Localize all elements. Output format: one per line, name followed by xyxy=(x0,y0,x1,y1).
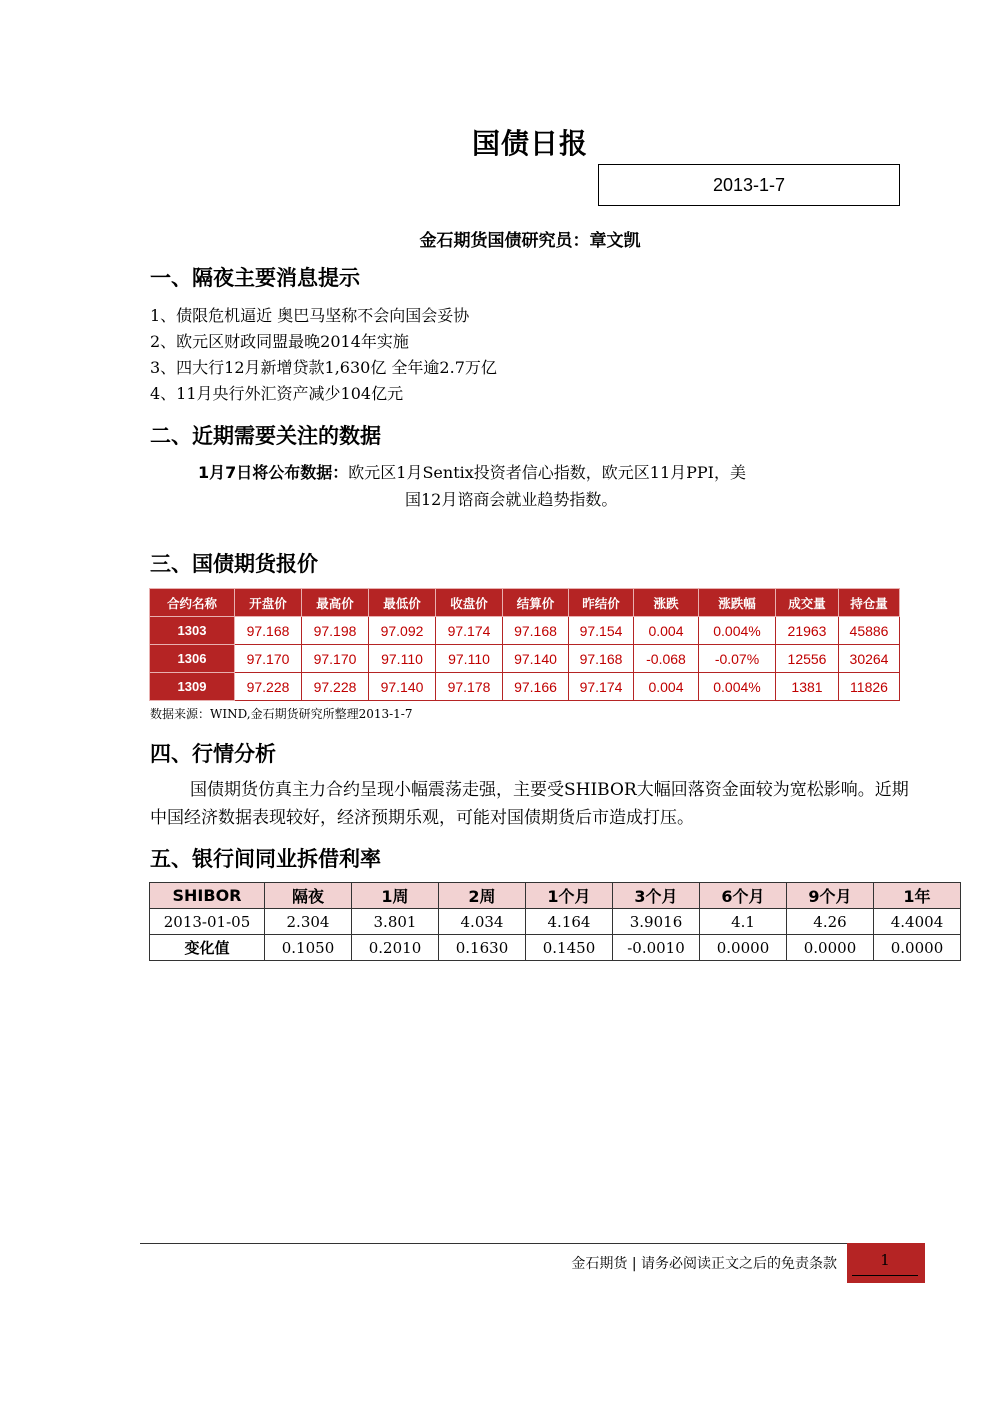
quote-cell: 97.174 xyxy=(569,673,634,701)
quote-cell: -0.068 xyxy=(634,645,699,673)
footer-disclaimer: 金石期货 | 请务必阅读正文之后的免责条款 xyxy=(571,1256,837,1272)
shibor-cell: 0.0000 xyxy=(874,935,961,961)
shibor-row xyxy=(150,935,961,961)
quote-header-cell: 收盘价 xyxy=(436,589,503,617)
upcoming-line-2: 国12月谘商会就业趋势指数。 xyxy=(405,490,618,509)
quote-cell: 0.004 xyxy=(634,617,699,645)
report-title: 国债日报 xyxy=(471,127,588,160)
shibor-cell: 3.9016 xyxy=(613,909,700,935)
quote-header-cell: 成交量 xyxy=(776,589,839,617)
quote-cell: 0.004 xyxy=(634,673,699,701)
quote-cell: 45886 xyxy=(839,617,900,645)
shibor-cell: 4.4004 xyxy=(874,909,961,935)
shibor-row xyxy=(150,909,961,935)
shibor-cell: 4.1 xyxy=(700,909,787,935)
news-item: 1、债限危机逼近 奥巴马坚称不会向国会妥协 xyxy=(150,306,470,325)
futures-quote-table xyxy=(149,588,900,701)
quote-contract-cell: 1309 xyxy=(150,673,235,701)
quote-cell: 97.198 xyxy=(302,617,369,645)
quote-cell: 12556 xyxy=(776,645,839,673)
shibor-cell: 2.304 xyxy=(265,909,352,935)
quote-row xyxy=(150,645,900,673)
quote-header-cell: 结算价 xyxy=(503,589,569,617)
quote-cell: 97.154 xyxy=(569,617,634,645)
shibor-header-cell: 9个月 xyxy=(787,883,874,909)
shibor-header-row xyxy=(150,883,961,909)
section-heading-shibor: 五、银行间同业拆借利率 xyxy=(150,847,381,871)
shibor-cell: -0.0010 xyxy=(613,935,700,961)
report-author: 金石期货国债研究员：章文凯 xyxy=(419,231,641,251)
quote-header-cell: 涨跌 xyxy=(634,589,699,617)
quote-cell: 97.228 xyxy=(302,673,369,701)
quote-cell: 97.166 xyxy=(503,673,569,701)
quote-cell: 97.110 xyxy=(369,645,436,673)
shibor-header-cell: 3个月 xyxy=(613,883,700,909)
shibor-table xyxy=(149,882,961,961)
news-list xyxy=(150,303,497,407)
quote-cell: 30264 xyxy=(839,645,900,673)
quote-contract-cell: 1306 xyxy=(150,645,235,673)
market-analysis-paragraph: 国债期货仿真主力合约呈现小幅震荡走强，主要受SHIBOR大幅回落资金面较为宽松影响。近期中国经济数据表现较好，经济预期乐观，可能对国债期货后市造成打压。 xyxy=(150,780,909,828)
news-item: 3、四大行12月新增贷款1,630亿 全年逾2.7万亿 xyxy=(150,358,497,377)
data-source-note: 数据来源：WIND,金石期货研究所整理2013-1-7 xyxy=(150,707,413,721)
report-date-box xyxy=(598,164,900,206)
quote-cell: 97.170 xyxy=(235,645,302,673)
quote-header-cell: 最高价 xyxy=(302,589,369,617)
quote-cell: 21963 xyxy=(776,617,839,645)
shibor-header-cell: 隔夜 xyxy=(265,883,352,909)
upcoming-line-1: 欧元区1月Sentix投资者信心指数，欧元区11月PPI，美 xyxy=(348,463,746,482)
quote-cell: 97.140 xyxy=(503,645,569,673)
shibor-header-cell: 1年 xyxy=(874,883,961,909)
shibor-cell: 4.164 xyxy=(526,909,613,935)
quote-cell: 97.174 xyxy=(436,617,503,645)
quote-cell: -0.07% xyxy=(699,645,776,673)
upcoming-data xyxy=(198,459,918,513)
page-number: 1 xyxy=(880,1251,890,1269)
quote-header-cell: 开盘价 xyxy=(235,589,302,617)
quote-cell: 97.178 xyxy=(436,673,503,701)
news-item: 4、11月央行外汇资产减少104亿元 xyxy=(150,384,404,403)
shibor-date-cell: 2013-01-05 xyxy=(150,909,265,935)
shibor-cell: 0.0000 xyxy=(787,935,874,961)
shibor-header-cell: 6个月 xyxy=(700,883,787,909)
section-heading-news: 一、隔夜主要消息提示 xyxy=(150,266,360,290)
quote-cell: 97.092 xyxy=(369,617,436,645)
shibor-header-cell: 1个月 xyxy=(526,883,613,909)
section-heading-quotes: 三、国债期货报价 xyxy=(150,552,318,576)
report-date: 2013-1-7 xyxy=(712,175,786,195)
news-item: 2、欧元区财政同盟最晚2014年实施 xyxy=(150,332,409,351)
shibor-cell: 4.26 xyxy=(787,909,874,935)
section-heading-analysis: 四、行情分析 xyxy=(150,742,276,766)
section-heading-upcoming: 二、近期需要关注的数据 xyxy=(150,424,381,448)
quote-header-cell: 昨结价 xyxy=(569,589,634,617)
shibor-header-cell: 1周 xyxy=(352,883,439,909)
quote-cell: 0.004% xyxy=(699,617,776,645)
quote-cell: 97.110 xyxy=(436,645,503,673)
quote-row xyxy=(150,617,900,645)
quote-header-cell: 持仓量 xyxy=(839,589,900,617)
shibor-header-cell: 2周 xyxy=(439,883,526,909)
upcoming-lead: 1月7日将公布数据： xyxy=(198,463,349,482)
quote-header-cell: 合约名称 xyxy=(150,589,235,617)
quote-cell: 97.168 xyxy=(235,617,302,645)
quote-cell: 97.168 xyxy=(569,645,634,673)
quote-header-cell: 涨跌幅 xyxy=(699,589,776,617)
quote-cell: 97.140 xyxy=(369,673,436,701)
shibor-cell: 0.0000 xyxy=(700,935,787,961)
quote-cell: 11826 xyxy=(839,673,900,701)
quote-cell: 97.170 xyxy=(302,645,369,673)
quote-cell: 1381 xyxy=(776,673,839,701)
shibor-cell: 3.801 xyxy=(352,909,439,935)
footer-divider xyxy=(140,1243,848,1244)
shibor-header-cell: SHIBOR xyxy=(150,883,265,909)
shibor-cell: 4.034 xyxy=(439,909,526,935)
shibor-cell: 0.1450 xyxy=(526,935,613,961)
shibor-cell: 0.2010 xyxy=(352,935,439,961)
quote-cell: 97.168 xyxy=(503,617,569,645)
shibor-cell: 0.1050 xyxy=(265,935,352,961)
quote-cell: 97.228 xyxy=(235,673,302,701)
page-number-underline xyxy=(852,1275,918,1276)
quote-cell: 0.004% xyxy=(699,673,776,701)
quote-contract-cell: 1303 xyxy=(150,617,235,645)
quote-row xyxy=(150,673,900,701)
shibor-change-label: 变化值 xyxy=(150,935,265,961)
shibor-cell: 0.1630 xyxy=(439,935,526,961)
quote-header-cell: 最低价 xyxy=(369,589,436,617)
quote-header-row xyxy=(150,589,900,617)
